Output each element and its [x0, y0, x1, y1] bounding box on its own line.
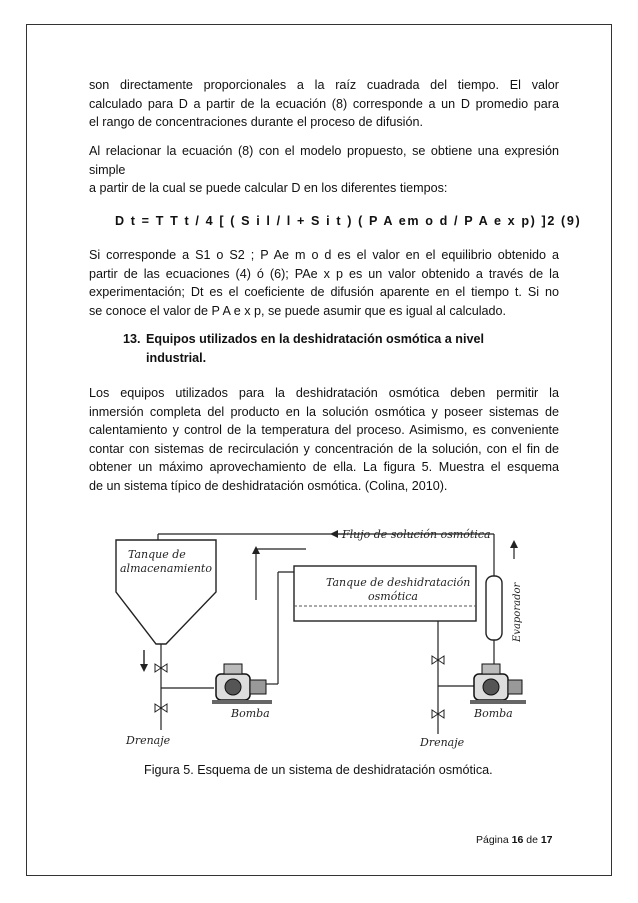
drain-left-label: Drenaje	[126, 734, 171, 747]
dehydration-tank-label-line1: Tanque de deshidratación	[326, 576, 471, 589]
page-label: Página	[476, 834, 509, 846]
section-heading-line-2: industrial.	[146, 350, 207, 365]
paragraph-1-line-3: el rango de concentraciones durante el proceso de difusión.	[89, 115, 423, 130]
figure-caption: Figura 5. Esquema de un sistema de deshidratación osmótica.	[144, 763, 493, 777]
osmotic-dehydration-diagram	[106, 514, 531, 754]
pump-left-icon	[212, 664, 272, 704]
paragraph-1	[89, 76, 559, 132]
equation-9: D t = T T t / 4 [ ( S i l / l + S i t ) ( P A em o d / P A e x p) ]2 (9)	[115, 214, 582, 228]
paragraph-1-line-1: son directamente proporcionales a la raíz cuadrada del tiempo. El valor	[89, 78, 559, 92]
storage-tank-label-line2: almacenamiento	[120, 562, 212, 575]
paragraph-4-line-5: obtener un máximo aprovechamiento de ella. La figura 5. Muestra el esquema	[89, 460, 559, 475]
paragraph-3-line-1: Si corresponde a S1 o S2 ; P Ae m o d es el valor en el equilibrio obtenido a	[89, 248, 559, 262]
paragraph-1-line-2: calculado para D a partir de la ecuación (8) corresponde a un D promedio para	[89, 96, 559, 111]
paragraph-4-line-3: calentamiento y control de la temperatura del proceso. Asimismo, es conveniente	[89, 423, 559, 438]
paragraph-4-line-1: Los equipos utilizados para la deshidratación osmótica deben permitir la	[89, 386, 559, 400]
paragraph-4-line-4: contar con sistemas de recirculación y concentración de la solución, con el fin de	[89, 441, 559, 456]
section-heading-line-1: Equipos utilizados en la deshidratación osmótica a nivel	[146, 332, 485, 346]
paragraph-3-line-3: experimentación; Dt es el coeficiente de difusión aparente en el tiempo t. Si no	[89, 285, 559, 300]
return-arrow	[252, 546, 260, 554]
pump-right-label: Bomba	[474, 707, 513, 720]
up-arrow-head	[510, 540, 518, 548]
flow-label: Flujo de solución osmótica	[342, 528, 491, 541]
paragraph-3-line-4: se conoce el valor de P A e x p, se puede asumir que es igual al calculado.	[89, 303, 507, 318]
paragraph-4-line-6: de un sistema típico de deshidratación osmótica. (Colina, 2010).	[89, 478, 448, 493]
dehydration-tank-label-line2: osmótica	[368, 590, 418, 603]
paragraph-2	[89, 142, 559, 198]
page-of: de	[526, 834, 538, 846]
pump-left-label: Bomba	[231, 707, 270, 720]
pump-right-icon	[470, 664, 526, 704]
page-current: 16	[511, 834, 524, 846]
section-heading	[123, 330, 543, 367]
evaporator-label: Evaporador	[512, 582, 523, 642]
evaporator	[486, 576, 502, 640]
flow-arrow	[330, 530, 338, 538]
paragraph-2-line-2: simple	[89, 162, 126, 177]
drain-right-label: Drenaje	[420, 736, 465, 749]
down-arrow-head	[140, 664, 148, 672]
paragraph-4-line-2: inmersión completa del producto en la solución osmótica y poseer sistemas de	[89, 404, 559, 419]
page-number	[476, 834, 553, 846]
paragraph-3	[89, 246, 559, 320]
paragraph-3-line-2: partir de las ecuaciones (4) ó (6); PAe x p es un valor obtenido a través de la	[89, 266, 559, 281]
section-number: 13.	[123, 332, 141, 346]
paragraph-4	[89, 384, 559, 496]
paragraph-2-line-3: a partir de la cual se puede calcular D en los diferentes tiempos:	[89, 181, 448, 196]
page-total: 17	[540, 834, 553, 846]
paragraph-2-line-1: Al relacionar la ecuación (8) con el modelo propuesto, se obtiene una expresión	[89, 144, 559, 158]
storage-tank-label-line1: Tanque de	[128, 548, 186, 561]
